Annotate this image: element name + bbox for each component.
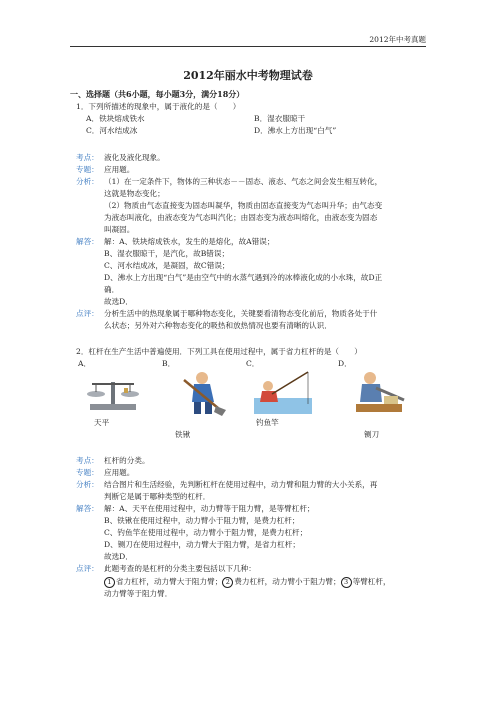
q2-jieda-line: 解：A、天平在使用过程中，动力臂等于阻力臂，是等臂杠杆； (104, 504, 315, 513)
q2-fenxi-line: 判断它是属于哪种类型的杠杆． (104, 492, 211, 501)
paper-title: 2012年丽水中考物理试卷 (183, 69, 313, 82)
q1-kaodian: 液化及液化现象。 (104, 153, 165, 162)
q1-dianping-line: 分析生活中的热现象属于哪种物态变化，关键要看清物态变化前后，物质各处于什 (104, 309, 378, 318)
q2-fenxi-label: 分析： (76, 480, 99, 489)
caption-fishing-rod: 钓鱼竿 (256, 418, 279, 427)
q1-option-a: A．铁块熔成铁水 (86, 114, 145, 123)
number-circle-2: 2 (222, 577, 233, 588)
section-heading: 一、选择题（共6小题，每小题3分，满分18分） (70, 89, 245, 99)
number-circle-3: 3 (341, 577, 352, 588)
header-text: 2012年中考真题 (369, 35, 426, 44)
balance-image (84, 368, 142, 414)
q1-fenxi-line: 这就是物态变化； (104, 189, 165, 198)
q1-stem: 1．下列所描述的现象中，属于液化的是（ ） (76, 102, 241, 111)
q2-stem: 2．杠杆在生产生活中普遍使用．下列工具在使用过程中，属于省力杠杆的是（ ） (76, 347, 362, 356)
q1-jieda-line: B、湿衣服晾干，是汽化，故B错误； (104, 249, 230, 258)
caption-shovel: 铁锹 (175, 430, 191, 439)
q1-jieda-line: C、河水结成冰，是凝固，故C错误； (104, 261, 230, 270)
q1-dianping-line: 么状态；另外对六种物态变化的吸热和放热情况也要有清晰的认识． (104, 321, 332, 330)
lever-type-1: 省力杠杆，动力臂大于阻力臂； (116, 577, 223, 586)
lever-type-3: 等臂杠杆， (352, 577, 391, 586)
q2-jieda-line: B、铁锹在使用过程中，动力臂小于阻力臂，是费力杠杆； (104, 516, 300, 525)
q2-lever-types (104, 576, 391, 588)
q1-option-c: C．河水结成冰 (86, 126, 138, 135)
q1-jieda-line: D、沸水上方出现“白气”是由空气中的水蒸气遇到冷的冰棒液化成的小水珠，故D正 (104, 273, 383, 282)
q2-kaodian: 杠杆的分类。 (104, 456, 150, 465)
q2-jieda-line: C、钓鱼竿在使用过程中，动力臂小于阻力臂，是费力杠杆； (104, 528, 308, 537)
cutter-image (350, 370, 408, 416)
q2-zhuanti: 应用题。 (104, 468, 135, 477)
fishing-rod-image (254, 368, 312, 414)
q1-kaodian-label: 考点： (76, 153, 99, 162)
lever-type-2: 费力杠杆，动力臂小于阻力臂； (234, 577, 341, 586)
page-header (70, 34, 426, 47)
q2-option-d: D． (338, 359, 352, 368)
q1-fenxi-line: （2）物质由气态直接变为固态叫凝华，物质由固态直接变为气态叫升华；由气态变 (104, 201, 383, 210)
q2-kaodian-label: 考点： (76, 456, 99, 465)
q2-zhuanti-label: 专题： (76, 468, 99, 477)
caption-balance: 天平 (94, 418, 110, 427)
q2-jieda-label: 解答： (76, 504, 99, 513)
q1-fenxi-line: 叫凝固。 (104, 225, 135, 234)
q2-dianping-label: 点评： (76, 564, 99, 573)
q1-zhuanti: 应用题。 (104, 165, 135, 174)
q1-fenxi-line: （1）在一定条件下，物体的三种状态－－固态、液态、气态之间会发生相互转化， (104, 177, 383, 186)
q1-option-b: B．湿衣服晾干 (254, 114, 306, 123)
q2-option-b: B． (162, 359, 176, 368)
number-circle-1: 1 (104, 577, 115, 588)
q2-option-a: A． (78, 359, 92, 368)
caption-cutter: 铡刀 (364, 430, 380, 439)
q1-fenxi-line: 为液态叫液化，由液态变为气态叫汽化；由固态变为液态叫熔化，由液态变为固态 (104, 213, 378, 222)
q1-jieda-line: 故选D． (104, 297, 133, 306)
q2-dianping-line: 动力臂等于阻力臂． (104, 589, 173, 598)
q1-jieda-line: 确． (104, 285, 120, 294)
q1-jieda-label: 解答： (76, 237, 99, 246)
q1-option-d: D．沸水上方出现“白气” (254, 126, 337, 135)
q2-dianping-line: 此题考查的是杠杆的分类主要包括以下几种： (104, 564, 256, 573)
q1-zhuanti-label: 专题： (76, 165, 99, 174)
q1-dianping-label: 点评： (76, 309, 99, 318)
q1-fenxi-label: 分析： (76, 177, 99, 186)
q2-option-c: C． (246, 359, 260, 368)
q1-jieda-line: 解：A、铁块熔成铁水，发生的是熔化，故A错误； (104, 237, 275, 246)
q2-fenxi-line: 结合图片和生活经验，先判断杠杆在使用过程中，动力臂和阻力臂的大小关系，再 (104, 480, 378, 489)
q2-jieda-line: 故选D． (104, 552, 133, 561)
shovel-image (174, 370, 232, 416)
q2-jieda-line: D、铡刀在使用过程中，动力臂大于阻力臂，是省力杠杆； (104, 540, 300, 549)
